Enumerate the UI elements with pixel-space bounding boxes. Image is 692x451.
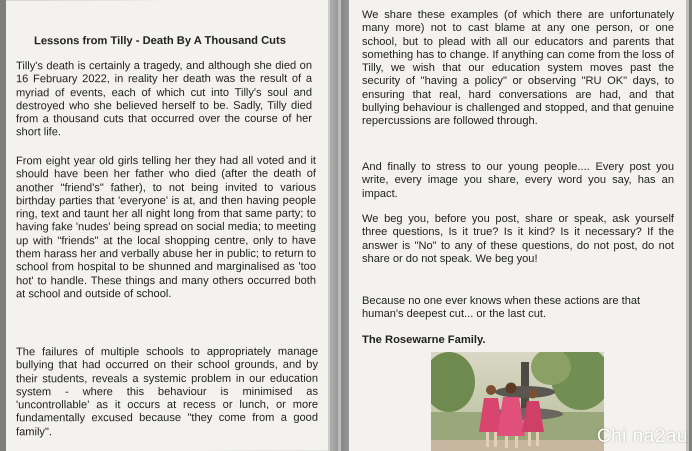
paragraph-young-people: And finally to stress to our young people.... Every post you write, every image you share, every word you say, has an impact. — [362, 161, 674, 200]
paragraph-last-cut: Because no one ever knows when these actions are that human's deepest cut... or the last cut. — [362, 295, 641, 321]
paragraph-school-failures: The failures of multiple schools to appropriately manage bullying that had occurred on their school grounds, and by their students, reveals a systemic problem in our education system - where this behaviour is minimised as 'uncontrollable' as it occurs at recess or lunch, or more fundamentally excused because "they come from a good family". — [16, 345, 318, 439]
family-photo — [431, 352, 604, 451]
girls-at-fountain-image — [431, 352, 604, 451]
family-signature: The Rosewarne Family. — [362, 334, 486, 346]
paragraph-plea: We share these examples (of which there are unfortunately many more) not to cast blame at any one person, or one school, but to plead with all our educators and parents that something has to change. If anything can come from the loss of Tilly, we wish that our education system moves past the security of "having a policy" or observing "RU OK" days, to ensuring that real, hard conversations are had, and that bullying behaviour is challenged and stopped, and that genuine repercussions are followed through. — [362, 9, 674, 128]
left-page — [6, 0, 330, 451]
page-gutter — [338, 0, 341, 451]
page-edge-right — [686, 0, 689, 451]
paragraph-intro: Tilly's death is certainly a tragedy, and although she died on 16 February 2022, in reality her death was the result of a myriad of events, each of which cut into Tilly's soul and destroyed who she believed herself to be. Sadly, Tilly died from a thousand cuts that occurred over the course of her short life. — [16, 59, 312, 139]
right-page — [349, 0, 686, 451]
watermark: Chi na2au — [596, 426, 688, 447]
paragraph-examples: From eight year old girls telling her they had all voted and it should have been her father who died (after the death of another "friend's" father), to not being invited to various birthday parties that 'everyone' is at, and then having people ring, text and taunt her all night long from that same party; to having fake 'nudes' being spread on social media; to meeting up with "friends" at the local shopping centre, only to have them harass her and verbally abuse her in public; to return to school from hospital to be shunned and marginalised as 'too hot' to handle. These things and many others occurred both at school and outside of school. — [16, 154, 316, 301]
article-title: Lessons from Tilly - Death By A Thousand Cuts — [34, 34, 286, 48]
paragraph-three-questions: We beg you, before you post, share or speak, ask yourself three questions, Is it true? Is it kind? Is it necessary? If the answer is "No" to any of these questions, do not post, do not share or do not speak. We beg you! — [362, 213, 674, 265]
